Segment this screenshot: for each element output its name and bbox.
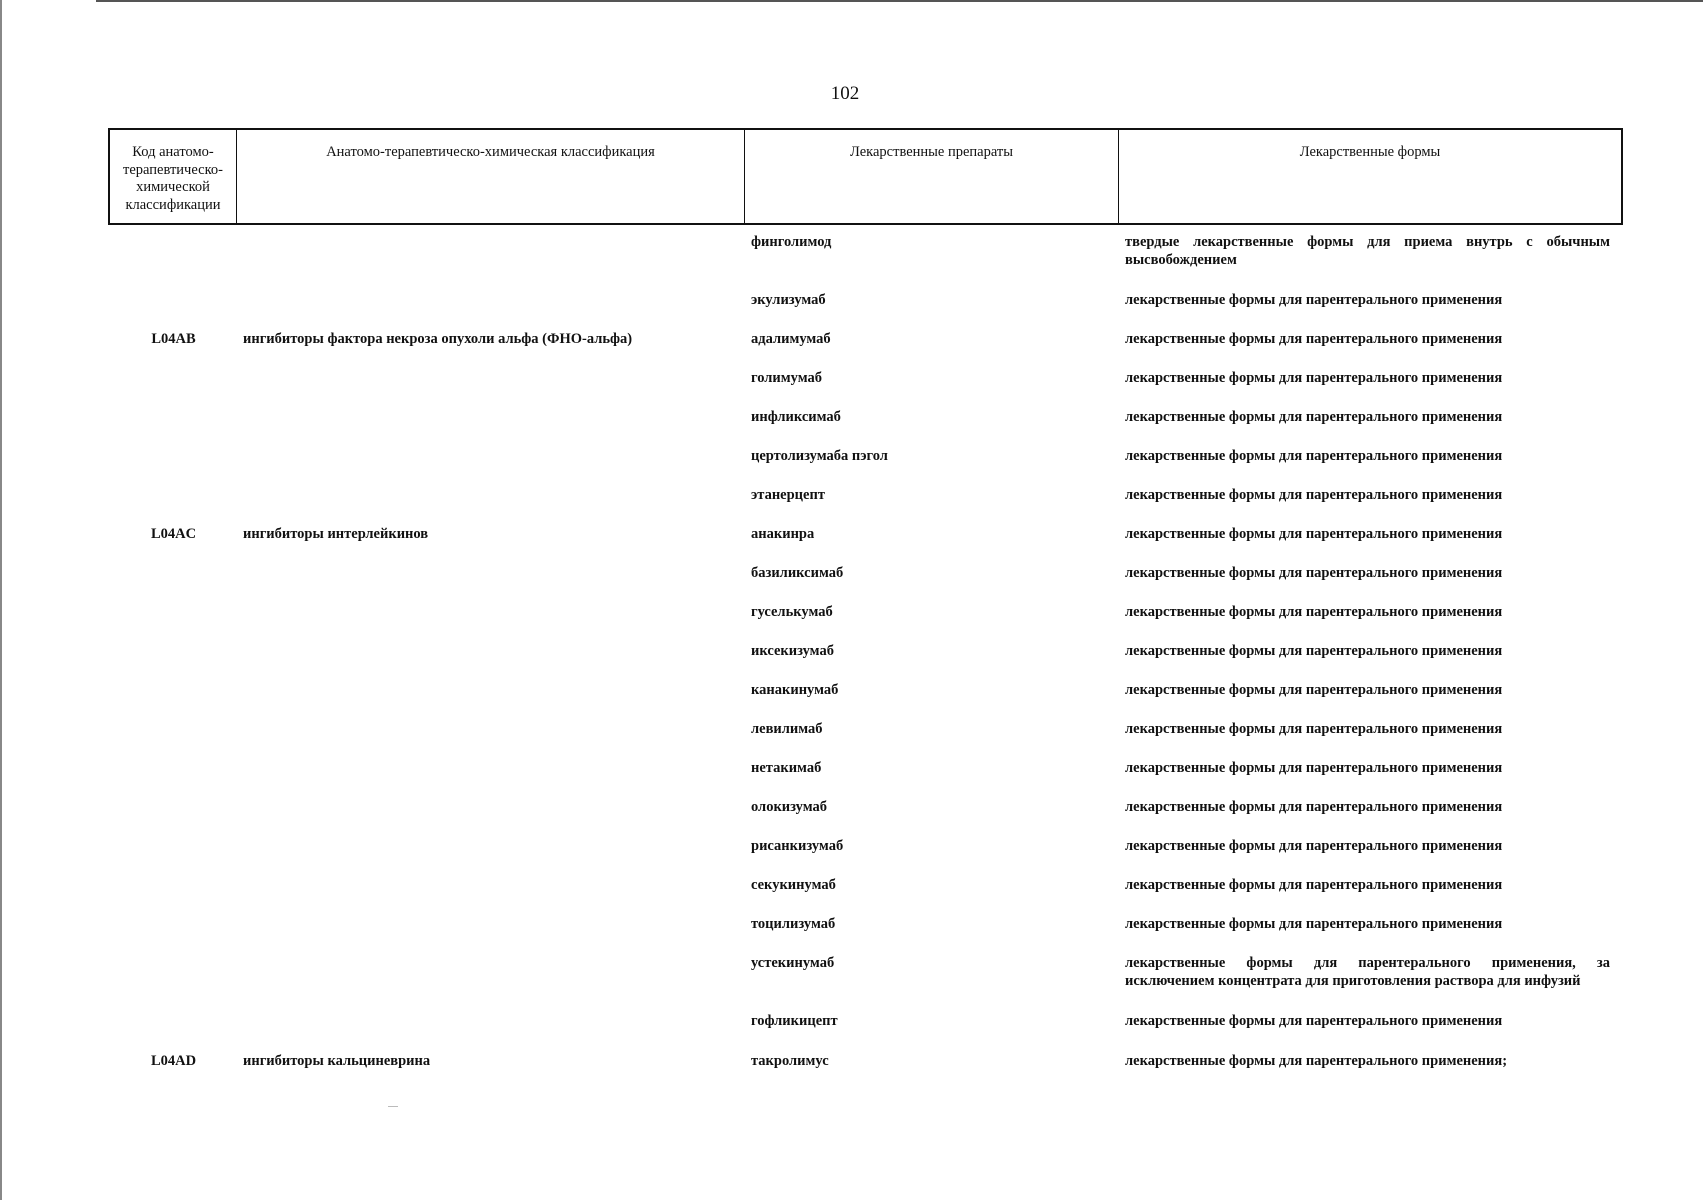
dosage-form: лекарственные формы для парентерального применения <box>1125 838 1503 854</box>
dosage-form: лекарственные формы для парентерального применения <box>1125 370 1503 386</box>
drug-name: рисанкизумаб <box>751 838 844 854</box>
drug-name: гуселькумаб <box>751 604 833 620</box>
scan-top-edge <box>96 0 1703 2</box>
table-row <box>110 837 1625 876</box>
table-row <box>110 681 1625 720</box>
drug-name: гофликицепт <box>751 1013 838 1029</box>
table-row <box>110 486 1625 525</box>
table-row <box>110 720 1625 759</box>
drug-name: секукинумаб <box>751 877 836 893</box>
drug-name: тоцилизумаб <box>751 916 836 932</box>
dosage-form: твердые лекарственные формы для приема внутрь с обычным высвобождением <box>1125 234 1610 268</box>
table-row <box>110 369 1625 408</box>
dosage-form: лекарственные формы для парентерального применения <box>1125 721 1503 737</box>
table-row <box>110 408 1625 447</box>
page-number: 102 <box>830 83 860 104</box>
drug-name: экулизумаб <box>751 292 826 308</box>
drug-name: цертолизумаба пэгол <box>751 448 888 464</box>
atc-classification: ингибиторы кальциневрина <box>243 1053 431 1069</box>
drug-name: этанерцепт <box>751 487 825 503</box>
header-classification: Анатомо-терапевтическо-химическая классификация <box>237 130 745 223</box>
atc-code: L04AD <box>150 1053 197 1069</box>
drug-name: такролимус <box>751 1053 829 1069</box>
atc-classification: ингибиторы фактора некроза опухоли альфа (ФНО-альфа) <box>243 331 633 347</box>
atc-code: L04AC <box>150 526 197 542</box>
table-row <box>110 1012 1625 1052</box>
drug-name: адалимумаб <box>751 331 831 347</box>
dosage-form: лекарственные формы для парентерального применения <box>1125 916 1503 932</box>
table-row <box>110 759 1625 798</box>
dosage-form: лекарственные формы для парентерального применения <box>1125 682 1503 698</box>
dosage-form: лекарственные формы для парентерального применения <box>1125 487 1503 503</box>
table-row <box>110 603 1625 642</box>
dosage-form: лекарственные формы для парентерального применения <box>1125 292 1503 308</box>
header-drugs: Лекарственные препараты <box>745 130 1119 223</box>
dosage-form: лекарственные формы для парентерального применения, за исключением концентрата для приготовления раствора для инфузий <box>1125 955 1610 989</box>
dosage-form: лекарственные формы для парентерального применения <box>1125 448 1503 464</box>
drug-name: финголимод <box>751 234 832 250</box>
dosage-form: лекарственные формы для парентерального применения <box>1125 604 1503 620</box>
atc-classification: ингибиторы интерлейкинов <box>243 526 429 542</box>
drug-name: базиликсимаб <box>751 565 844 581</box>
header-forms: Лекарственные формы <box>1299 144 1441 160</box>
table-row <box>110 447 1625 486</box>
dosage-form: лекарственные формы для парентерального применения <box>1125 1013 1503 1029</box>
table-row <box>110 233 1625 291</box>
drug-name: левилимаб <box>751 721 823 737</box>
header-code: Код анатомо-терапевтическо-химической классификации <box>110 130 237 223</box>
scan-speck <box>388 1106 398 1107</box>
atc-code: L04AB <box>151 331 196 347</box>
dosage-form: лекарственные формы для парентерального применения; <box>1125 1053 1508 1069</box>
drug-name: олокизумаб <box>751 799 828 815</box>
drug-name: канакинумаб <box>751 682 839 698</box>
dosage-form: лекарственные формы для парентерального применения <box>1125 409 1503 425</box>
table-row <box>110 642 1625 681</box>
dosage-form: лекарственные формы для парентерального применения <box>1125 331 1503 347</box>
dosage-form: лекарственные формы для парентерального применения <box>1125 643 1503 659</box>
table-row <box>110 954 1625 1012</box>
dosage-form: лекарственные формы для парентерального применения <box>1125 526 1503 542</box>
table-row <box>110 564 1625 603</box>
drug-name: анакинра <box>751 526 815 542</box>
drug-name: инфликсимаб <box>751 409 841 425</box>
drug-name: устекинумаб <box>751 955 835 971</box>
table-row <box>110 330 1625 369</box>
drug-name: иксекизумаб <box>751 643 834 659</box>
table-row <box>110 291 1625 330</box>
table-row <box>110 876 1625 915</box>
dosage-form: лекарственные формы для парентерального применения <box>1125 565 1503 581</box>
scan-left-edge <box>0 0 2 1200</box>
dosage-form: лекарственные формы для парентерального применения <box>1125 877 1503 893</box>
table-row <box>110 1052 1625 1091</box>
drug-name: нетакимаб <box>751 760 822 776</box>
table-body <box>110 233 1625 1091</box>
dosage-form: лекарственные формы для парентерального применения <box>1125 799 1503 815</box>
table-row <box>110 525 1625 564</box>
drug-name: голимумаб <box>751 370 822 386</box>
table-row <box>110 798 1625 837</box>
table-header <box>108 128 1623 225</box>
dosage-form: лекарственные формы для парентерального применения <box>1125 760 1503 776</box>
table-row <box>110 915 1625 954</box>
